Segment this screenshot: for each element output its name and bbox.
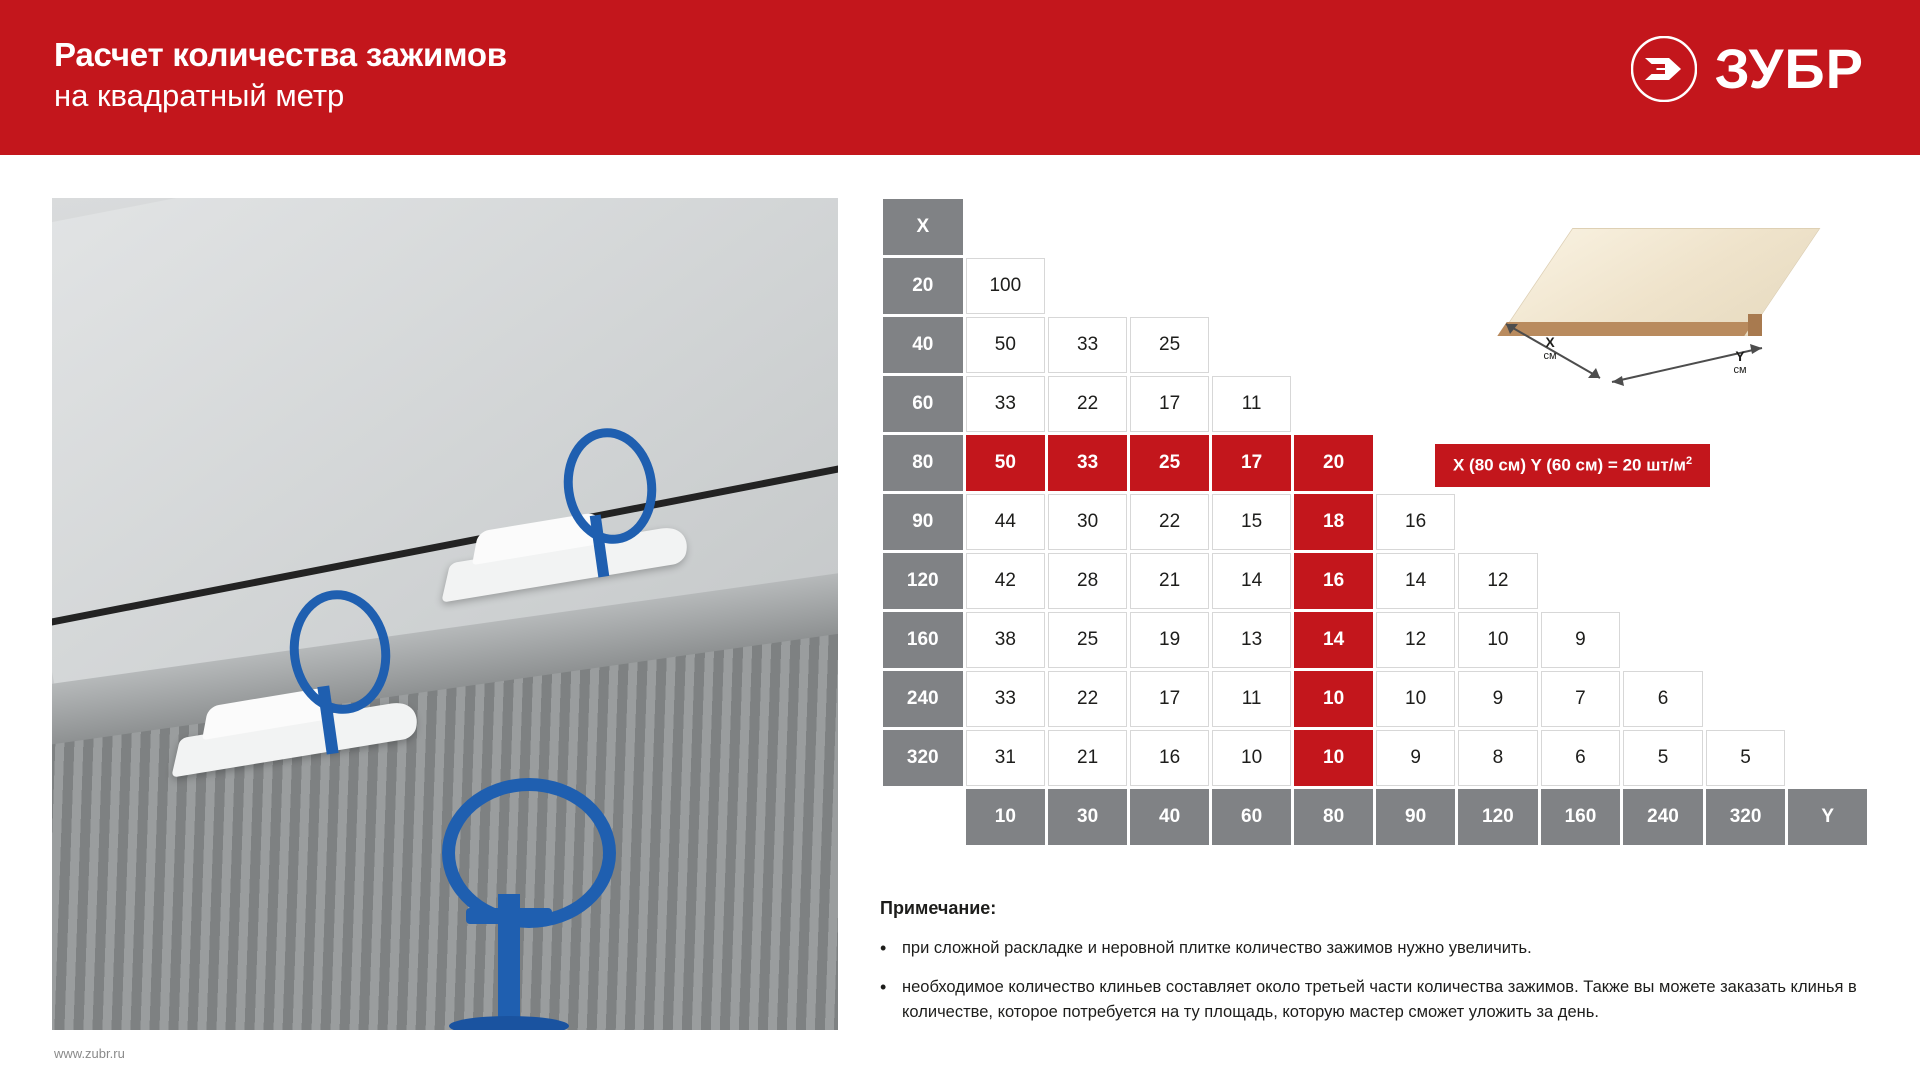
table-cell: 38 (966, 612, 1046, 668)
table-cell: 50 (966, 317, 1046, 373)
table-col-header: 80 (1294, 789, 1373, 845)
table-empty-cell (1458, 494, 1538, 550)
table-cell: 7 (1541, 671, 1621, 727)
table-col-header: 160 (1541, 789, 1621, 845)
table-empty-cell (1376, 199, 1455, 255)
table-cell: 19 (1130, 612, 1209, 668)
table-empty-cell (1706, 671, 1786, 727)
table-empty-cell (1706, 435, 1786, 491)
table-cell: 5 (1706, 730, 1786, 786)
table-row-header: 60 (883, 376, 963, 432)
table-corner-y: Y (1788, 789, 1867, 845)
table-row-header: 120 (883, 553, 963, 609)
table-cell: 16 (1376, 494, 1455, 550)
clip-crossbar (466, 908, 552, 924)
table-col-header: 30 (1048, 789, 1127, 845)
table-cell: 9 (1541, 612, 1621, 668)
table-cell: 17 (1130, 671, 1209, 727)
table-cell: 14 (1294, 612, 1373, 668)
table-empty-cell (1623, 494, 1703, 550)
table-row-header: 40 (883, 317, 963, 373)
table-cell: 17 (1212, 435, 1291, 491)
table-cell: 44 (966, 494, 1046, 550)
table-cell: 42 (966, 553, 1046, 609)
table-row (883, 612, 1867, 668)
table-cell: 10 (1294, 730, 1373, 786)
table-row (883, 553, 1867, 609)
table-empty-cell (1294, 376, 1373, 432)
table-col-header: 120 (1458, 789, 1538, 845)
formula-superscript: 2 (1686, 455, 1693, 467)
bullet-icon: • (880, 938, 887, 958)
table-cell: 22 (1130, 494, 1209, 550)
table-row-header: 90 (883, 494, 963, 550)
site-watermark: www.zubr.ru (54, 1046, 125, 1061)
formula-text: X (80 см) Y (60 см) = 20 шт/м (1453, 455, 1687, 475)
bullet-icon: • (880, 977, 887, 997)
notes-list (880, 936, 1880, 1025)
table-empty-cell (1294, 199, 1373, 255)
table-cell: 33 (1048, 435, 1127, 491)
table-corner-x: X (883, 199, 963, 255)
table-cell: 14 (1212, 553, 1291, 609)
table-row-header: 320 (883, 730, 963, 786)
table-cell: 22 (1048, 376, 1127, 432)
table-row (883, 435, 1867, 491)
table-cell: 11 (1212, 671, 1291, 727)
table-empty-cell (1048, 258, 1127, 314)
table-header-row-y (883, 789, 1867, 845)
dimension-arrows-icon (1500, 206, 1860, 396)
table-empty-cell (1706, 553, 1786, 609)
table-cell: 10 (1376, 671, 1455, 727)
clip-ring (442, 778, 616, 928)
table-cell: 33 (966, 376, 1046, 432)
table-empty-cell (1212, 199, 1291, 255)
table-cell: 33 (1048, 317, 1127, 373)
table-empty-cell (1048, 199, 1127, 255)
table-cell: 9 (1458, 671, 1538, 727)
table-cell: 18 (1294, 494, 1373, 550)
table-cell: 10 (1458, 612, 1538, 668)
clip-foot (449, 1016, 569, 1030)
formula-badge (1435, 444, 1710, 487)
table-cell: 22 (1048, 671, 1127, 727)
table-cell: 12 (1458, 553, 1538, 609)
table-cell: 50 (966, 435, 1046, 491)
table-row-header: 160 (883, 612, 963, 668)
table-empty-cell (1623, 612, 1703, 668)
table-row (883, 671, 1867, 727)
tile-leveling-clip-photo (52, 198, 838, 1030)
table-cell: 25 (1130, 435, 1209, 491)
table-col-header: 10 (966, 789, 1046, 845)
table-empty-cell (1130, 258, 1209, 314)
notes-section (880, 898, 1880, 1039)
table-cell: 17 (1130, 376, 1209, 432)
table-row-header: 240 (883, 671, 963, 727)
page-subtitle: на квадратный метр (54, 78, 345, 113)
table-cell: 28 (1048, 553, 1127, 609)
table-empty-cell (1376, 317, 1455, 373)
table-empty-cell (883, 789, 963, 845)
note-item (880, 975, 1880, 1025)
note-text: при сложной раскладке и неровной плитке количество зажимов нужно увеличить. (902, 939, 1532, 957)
table-row (883, 730, 1867, 786)
table-empty-cell (1294, 317, 1373, 373)
table-cell: 9 (1376, 730, 1455, 786)
table-col-header: 40 (1130, 789, 1209, 845)
table-empty-cell (1376, 258, 1455, 314)
page-header (0, 0, 1920, 155)
table-cell: 21 (1130, 553, 1209, 609)
calculation-table-area (880, 196, 1870, 848)
table-col-header: 240 (1623, 789, 1703, 845)
table-empty-cell (1130, 199, 1209, 255)
tile-y-label: Y см (1733, 348, 1747, 376)
table-cell: 6 (1541, 730, 1621, 786)
table-cell: 30 (1048, 494, 1127, 550)
table-cell: 12 (1376, 612, 1455, 668)
tile-dimension-diagram (1500, 206, 1860, 396)
table-empty-cell (1706, 494, 1786, 550)
table-row-header: 80 (883, 435, 963, 491)
table-cell: 5 (1623, 730, 1703, 786)
table-empty-cell (1541, 494, 1621, 550)
table-cell: 10 (1294, 671, 1373, 727)
table-cell: 20 (1294, 435, 1373, 491)
tile-x-label: X см (1543, 334, 1557, 362)
table-cell: 11 (1212, 376, 1291, 432)
table-cell: 16 (1294, 553, 1373, 609)
table-cell: 15 (1212, 494, 1291, 550)
brand-logo (1631, 36, 1864, 102)
table-empty-cell (1541, 553, 1621, 609)
table-col-header: 90 (1376, 789, 1455, 845)
table-empty-cell (1212, 317, 1291, 373)
table-cell: 8 (1458, 730, 1538, 786)
zubr-arrow-logo-icon (1631, 36, 1697, 102)
table-row (883, 494, 1867, 550)
notes-title: Примечание: (880, 898, 997, 918)
table-empty-cell (1294, 258, 1373, 314)
table-cell: 21 (1048, 730, 1127, 786)
table-cell: 6 (1623, 671, 1703, 727)
table-cell: 100 (966, 258, 1046, 314)
table-cell: 13 (1212, 612, 1291, 668)
note-text: необходимое количество клиньев составляет около третьей части количества зажимов. Также вы можете заказать клинья в количестве, которое потребуется на ту площадь, которую мастер сможет уложить за день. (902, 978, 1857, 1021)
table-cell: 14 (1376, 553, 1455, 609)
header-title-block (54, 34, 507, 116)
table-empty-cell (1376, 376, 1455, 432)
table-empty-cell (1706, 612, 1786, 668)
table-cell: 25 (1130, 317, 1209, 373)
note-item (880, 936, 1880, 961)
table-cell: 31 (966, 730, 1046, 786)
table-col-header: 320 (1706, 789, 1786, 845)
table-cell: 25 (1048, 612, 1127, 668)
table-empty-cell (966, 199, 1046, 255)
table-cell: 33 (966, 671, 1046, 727)
page-title: Расчет количества зажимов (54, 36, 507, 73)
table-row-header: 20 (883, 258, 963, 314)
table-col-header: 60 (1212, 789, 1291, 845)
table-cell: 16 (1130, 730, 1209, 786)
table-empty-cell (1212, 258, 1291, 314)
table-cell: 10 (1212, 730, 1291, 786)
table-empty-cell (1623, 553, 1703, 609)
brand-name: ЗУБР (1714, 37, 1864, 100)
